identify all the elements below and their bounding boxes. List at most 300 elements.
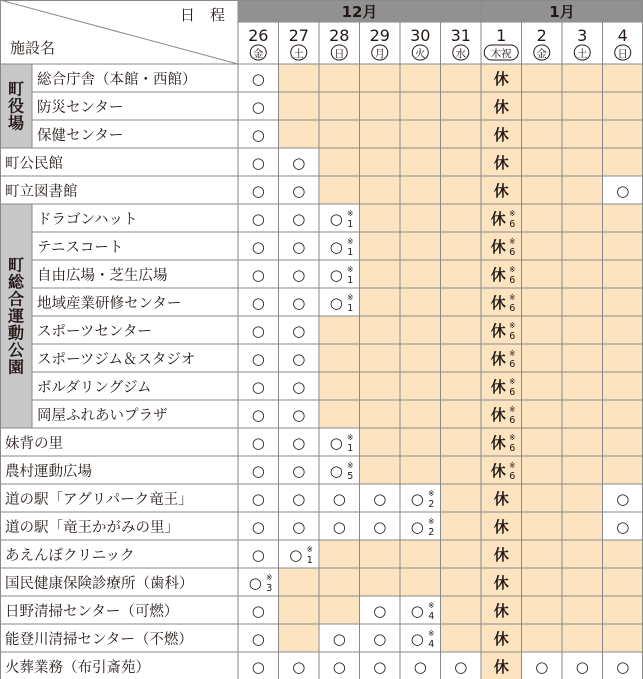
closed-cell	[562, 288, 603, 316]
closed-cell	[360, 288, 401, 316]
facility-name: 道の駅「アグリパーク竜王」	[5, 492, 193, 508]
facility-name: 国民健康保険診療所（歯科）	[5, 576, 194, 592]
note-number: 1	[347, 275, 354, 286]
open-mark: ○	[251, 406, 265, 424]
closed-cell	[319, 400, 360, 428]
weekday-label: 金	[536, 48, 547, 60]
closed-mark: 休	[493, 154, 509, 172]
open-mark: ○	[292, 490, 306, 508]
open-mark: ○	[292, 154, 306, 172]
closed-cell	[441, 232, 482, 260]
open-mark: ○	[251, 350, 265, 368]
facility-name: あえんぼクリニック	[5, 548, 135, 564]
closed-cell	[441, 176, 482, 204]
open-mark: ○	[251, 434, 265, 452]
closed-cell	[522, 484, 563, 512]
closed-cell	[360, 428, 401, 456]
open-mark: ○	[410, 602, 424, 620]
closed-cell	[603, 204, 643, 232]
facility-name: 町公民館	[5, 156, 63, 172]
closed-cell	[522, 204, 563, 232]
open-mark: ○	[332, 518, 346, 536]
closed-cell	[522, 92, 563, 120]
open-mark: ○	[251, 182, 265, 200]
closed-mark: 休	[490, 238, 506, 256]
closed-cell	[400, 260, 441, 288]
weekday-label: 土	[577, 48, 588, 60]
facility-name: 日野清掃センター（可燃）	[5, 604, 179, 620]
facility-name: 保健センター	[37, 128, 124, 144]
closed-cell	[360, 456, 401, 484]
weekday-label: 土	[293, 48, 304, 60]
closed-cell	[603, 596, 643, 624]
open-mark: ○	[410, 630, 424, 648]
note-mark: ※	[509, 265, 516, 274]
note-number: 2	[428, 527, 435, 538]
closed-cell	[522, 120, 563, 148]
note-number: 4	[428, 639, 435, 650]
closed-cell	[522, 596, 563, 624]
weekday-label: 日	[334, 48, 345, 60]
closed-mark: 休	[493, 518, 509, 536]
open-mark: ○	[251, 546, 265, 564]
closed-cell	[522, 316, 563, 344]
open-mark: ○	[373, 658, 387, 676]
group-label-char: 場	[7, 113, 25, 133]
closed-mark: 休	[493, 98, 509, 116]
open-mark: ○	[251, 602, 265, 620]
closed-mark: 休	[493, 490, 509, 508]
weekday-label: 金	[253, 48, 264, 60]
open-mark: ○	[373, 490, 387, 508]
weekday-label: 日	[617, 48, 628, 60]
note-number: 1	[347, 219, 354, 230]
closed-cell	[441, 484, 482, 512]
facility-name: スポーツジム＆スタジオ	[37, 352, 196, 368]
facility-name: 自由広場・芝生広場	[37, 268, 168, 284]
month-label: 12月	[341, 3, 378, 21]
group-label-char: 町	[7, 255, 25, 275]
open-mark: ○	[292, 518, 306, 536]
open-mark: ○	[292, 434, 306, 452]
closed-cell	[522, 512, 563, 540]
note-mark: ※	[428, 601, 435, 610]
closed-cell	[319, 148, 360, 176]
facility-name: 妹背の里	[5, 436, 63, 452]
closed-cell	[522, 456, 563, 484]
note-mark: ※	[306, 545, 313, 554]
open-mark: ○	[575, 658, 589, 676]
closed-mark: 休	[490, 266, 506, 284]
group-label	[7, 80, 24, 133]
closed-cell	[400, 204, 441, 232]
closed-cell	[400, 568, 441, 596]
closed-cell	[562, 372, 603, 400]
closed-cell	[562, 400, 603, 428]
closed-cell	[360, 540, 401, 568]
note-mark: ※	[347, 209, 354, 218]
open-mark: ○	[251, 70, 265, 88]
note-mark: ※	[509, 237, 516, 246]
closed-cell	[279, 64, 320, 92]
closed-cell	[522, 232, 563, 260]
closed-cell	[279, 568, 320, 596]
closed-cell	[400, 540, 441, 568]
closed-cell	[319, 344, 360, 372]
group-label-char: 運	[7, 306, 25, 326]
closed-mark: 休	[493, 182, 509, 200]
closed-cell	[319, 176, 360, 204]
open-mark: ○	[292, 182, 306, 200]
closed-cell	[279, 92, 320, 120]
closed-mark: 休	[493, 70, 509, 88]
open-mark: ○	[251, 294, 265, 312]
closed-cell	[603, 260, 643, 288]
closed-cell	[522, 64, 563, 92]
open-mark: ○	[332, 490, 346, 508]
open-mark: ○	[454, 658, 468, 676]
closed-cell	[400, 176, 441, 204]
closed-cell	[319, 596, 360, 624]
closed-mark: 休	[493, 546, 509, 564]
note-number: 4	[428, 611, 435, 622]
closed-cell	[400, 288, 441, 316]
open-mark: ○	[251, 490, 265, 508]
closed-cell	[441, 148, 482, 176]
open-mark: ○	[251, 322, 265, 340]
closed-cell	[400, 232, 441, 260]
note-number: 6	[509, 275, 516, 286]
closed-cell	[441, 120, 482, 148]
day-number: 2	[536, 26, 547, 45]
closed-cell	[441, 92, 482, 120]
closed-cell	[603, 232, 643, 260]
weekday-label: 木祝	[490, 48, 512, 60]
closed-cell	[360, 568, 401, 596]
closed-mark: 休	[490, 378, 506, 396]
note-mark: ※	[428, 629, 435, 638]
open-mark: ○	[251, 210, 265, 228]
closed-cell	[562, 232, 603, 260]
day-number: 30	[410, 26, 431, 45]
closed-cell	[360, 260, 401, 288]
closed-cell	[441, 400, 482, 428]
closed-mark: 休	[490, 350, 506, 368]
facility-name: 総合庁舎（本館・西館）	[37, 72, 197, 88]
open-mark: ○	[292, 350, 306, 368]
closed-cell	[360, 316, 401, 344]
closed-cell	[562, 64, 603, 92]
closed-cell	[441, 260, 482, 288]
closed-mark: 休	[493, 126, 509, 144]
open-mark: ○	[616, 658, 630, 676]
closed-cell	[603, 64, 643, 92]
note-number: 3	[266, 583, 273, 594]
weekday-label: 月	[374, 48, 385, 60]
note-mark: ※	[266, 573, 273, 582]
closed-cell	[522, 344, 563, 372]
closed-cell	[441, 428, 482, 456]
closed-cell	[522, 400, 563, 428]
closed-cell	[319, 316, 360, 344]
open-mark: ○	[289, 546, 303, 564]
open-mark: ○	[251, 126, 265, 144]
note-number: 1	[306, 555, 313, 566]
note-number: 6	[509, 471, 516, 482]
closed-cell	[522, 624, 563, 652]
day-number: 26	[248, 26, 269, 45]
closed-cell	[562, 120, 603, 148]
closed-cell	[562, 204, 603, 232]
note-mark: ※	[428, 489, 435, 498]
day-number: 4	[617, 26, 628, 45]
open-mark: ○	[292, 322, 306, 340]
closed-mark: 休	[490, 462, 506, 480]
closed-cell	[562, 456, 603, 484]
open-mark: ○	[616, 518, 630, 536]
note-mark: ※	[428, 517, 435, 526]
closed-cell	[319, 92, 360, 120]
group-label-char: 役	[7, 96, 25, 116]
note-number: 6	[509, 443, 516, 454]
closed-cell	[562, 148, 603, 176]
facility-name: 岡屋ふれあいプラザ	[37, 408, 168, 424]
note-number: 6	[509, 303, 516, 314]
weekday-label: 水	[455, 48, 466, 60]
closed-cell	[522, 372, 563, 400]
closed-cell	[603, 288, 643, 316]
open-mark: ○	[292, 406, 306, 424]
open-mark: ○	[292, 266, 306, 284]
closed-cell	[279, 596, 320, 624]
note-number: 1	[347, 247, 354, 258]
closed-cell	[319, 568, 360, 596]
closed-cell	[400, 92, 441, 120]
open-mark: ○	[535, 658, 549, 676]
open-mark: ○	[251, 462, 265, 480]
closed-cell	[441, 624, 482, 652]
open-mark: ○	[329, 434, 343, 452]
closed-cell	[441, 316, 482, 344]
closed-cell	[562, 92, 603, 120]
closed-mark: 休	[493, 574, 509, 592]
closed-cell	[319, 540, 360, 568]
note-number: 6	[509, 387, 516, 398]
closed-cell	[441, 372, 482, 400]
open-mark: ○	[616, 182, 630, 200]
note-mark: ※	[347, 237, 354, 246]
closed-mark: 休	[490, 294, 506, 312]
open-mark: ○	[251, 630, 265, 648]
closed-cell	[360, 372, 401, 400]
closed-mark: 休	[490, 406, 506, 424]
closed-mark: 休	[490, 434, 506, 452]
closed-cell	[360, 176, 401, 204]
closed-cell	[522, 568, 563, 596]
open-mark: ○	[251, 238, 265, 256]
note-mark: ※	[509, 405, 516, 414]
note-number: 6	[509, 219, 516, 230]
closed-cell	[441, 204, 482, 232]
open-mark: ○	[616, 490, 630, 508]
open-mark: ○	[251, 658, 265, 676]
closed-cell	[400, 120, 441, 148]
closed-cell	[400, 64, 441, 92]
facility-name: 火葬業務（布引斎苑）	[5, 660, 150, 676]
day-number: 28	[329, 26, 350, 45]
open-mark: ○	[329, 238, 343, 256]
closed-cell	[562, 540, 603, 568]
closed-cell	[562, 176, 603, 204]
closed-cell	[562, 568, 603, 596]
open-mark: ○	[292, 462, 306, 480]
closed-cell	[360, 148, 401, 176]
facility-name: 能登川清掃センター（不燃）	[5, 632, 193, 648]
closed-cell	[319, 120, 360, 148]
group-label-char: 合	[7, 289, 25, 309]
closed-cell	[603, 372, 643, 400]
facility-name: スポーツセンター	[37, 324, 152, 340]
facility-name: ボルダリングジム	[37, 380, 152, 396]
open-mark: ○	[292, 238, 306, 256]
closed-cell	[522, 148, 563, 176]
closed-cell	[603, 624, 643, 652]
closed-cell	[400, 372, 441, 400]
open-mark: ○	[410, 490, 424, 508]
closed-cell	[562, 316, 603, 344]
closed-cell	[441, 512, 482, 540]
closed-cell	[441, 344, 482, 372]
open-mark: ○	[251, 266, 265, 284]
note-mark: ※	[509, 349, 516, 358]
note-number: 6	[509, 331, 516, 342]
facility-name: 防災センター	[37, 100, 124, 116]
closed-cell	[400, 428, 441, 456]
closed-cell	[400, 400, 441, 428]
day-number: 27	[288, 26, 309, 45]
closed-mark: 休	[493, 658, 509, 676]
day-number: 3	[577, 26, 588, 45]
note-mark: ※	[509, 321, 516, 330]
closed-cell	[522, 428, 563, 456]
closed-cell	[441, 540, 482, 568]
month-label: 1月	[549, 3, 575, 21]
open-mark: ○	[292, 294, 306, 312]
note-mark: ※	[509, 433, 516, 442]
closed-cell	[360, 232, 401, 260]
closed-cell	[603, 400, 643, 428]
facility-name: 地域産業研修センター	[37, 296, 182, 312]
group-label-char: 園	[7, 357, 25, 377]
open-mark: ○	[329, 210, 343, 228]
day-number: 29	[369, 26, 390, 45]
closed-cell	[360, 64, 401, 92]
closed-cell	[360, 120, 401, 148]
closed-cell	[562, 596, 603, 624]
closed-mark: 休	[493, 602, 509, 620]
closed-cell	[603, 568, 643, 596]
open-mark: ○	[410, 518, 424, 536]
facility-name: 農村運動広場	[5, 464, 92, 480]
open-mark: ○	[329, 462, 343, 480]
note-number: 6	[509, 359, 516, 370]
open-mark: ○	[292, 378, 306, 396]
closed-cell	[319, 372, 360, 400]
closed-cell	[400, 148, 441, 176]
open-mark: ○	[251, 378, 265, 396]
closed-cell	[441, 288, 482, 316]
group-label-char: 動	[7, 323, 25, 343]
closed-cell	[279, 120, 320, 148]
closed-cell	[400, 344, 441, 372]
closed-cell	[441, 456, 482, 484]
closed-cell	[603, 428, 643, 456]
day-number: 1	[496, 26, 507, 45]
note-number: 6	[509, 415, 516, 426]
open-mark: ○	[292, 658, 306, 676]
closed-cell	[603, 120, 643, 148]
closed-cell	[522, 176, 563, 204]
open-mark: ○	[292, 210, 306, 228]
group-label-char: 町	[7, 79, 25, 99]
closed-cell	[603, 316, 643, 344]
open-mark: ○	[251, 98, 265, 116]
schedule-label: 日 程	[179, 6, 225, 24]
note-mark: ※	[509, 209, 516, 218]
note-mark: ※	[347, 293, 354, 302]
weekday-label: 火	[415, 48, 426, 60]
facility-name: テニスコート	[37, 240, 124, 256]
day-number: 31	[450, 26, 471, 45]
closed-cell	[603, 148, 643, 176]
facility-name: ドラゴンハット	[37, 212, 138, 228]
closed-cell	[441, 64, 482, 92]
open-mark: ○	[251, 154, 265, 172]
closed-cell	[562, 484, 603, 512]
closed-cell	[400, 316, 441, 344]
note-number: 1	[347, 303, 354, 314]
closed-cell	[562, 344, 603, 372]
open-mark: ○	[332, 658, 346, 676]
closed-cell	[319, 64, 360, 92]
open-mark: ○	[251, 518, 265, 536]
open-mark: ○	[373, 630, 387, 648]
open-mark: ○	[248, 574, 262, 592]
closed-cell	[562, 260, 603, 288]
note-number: 2	[428, 499, 435, 510]
closed-cell	[562, 428, 603, 456]
note-mark: ※	[347, 265, 354, 274]
closed-cell	[603, 92, 643, 120]
closed-mark: 休	[490, 322, 506, 340]
closed-cell	[522, 540, 563, 568]
closed-cell	[603, 456, 643, 484]
closed-cell	[360, 344, 401, 372]
open-mark: ○	[373, 602, 387, 620]
note-mark: ※	[509, 377, 516, 386]
facility-name: 町立図書館	[5, 184, 78, 200]
group-label	[7, 256, 25, 377]
note-mark: ※	[347, 461, 354, 470]
closed-cell	[360, 204, 401, 232]
open-mark: ○	[332, 630, 346, 648]
closed-cell	[400, 456, 441, 484]
facility-name: 道の駅「竜王かがみの里」	[5, 520, 179, 536]
open-mark: ○	[373, 518, 387, 536]
group-label-char: 総	[7, 272, 25, 292]
closed-cell	[522, 260, 563, 288]
open-mark: ○	[329, 266, 343, 284]
